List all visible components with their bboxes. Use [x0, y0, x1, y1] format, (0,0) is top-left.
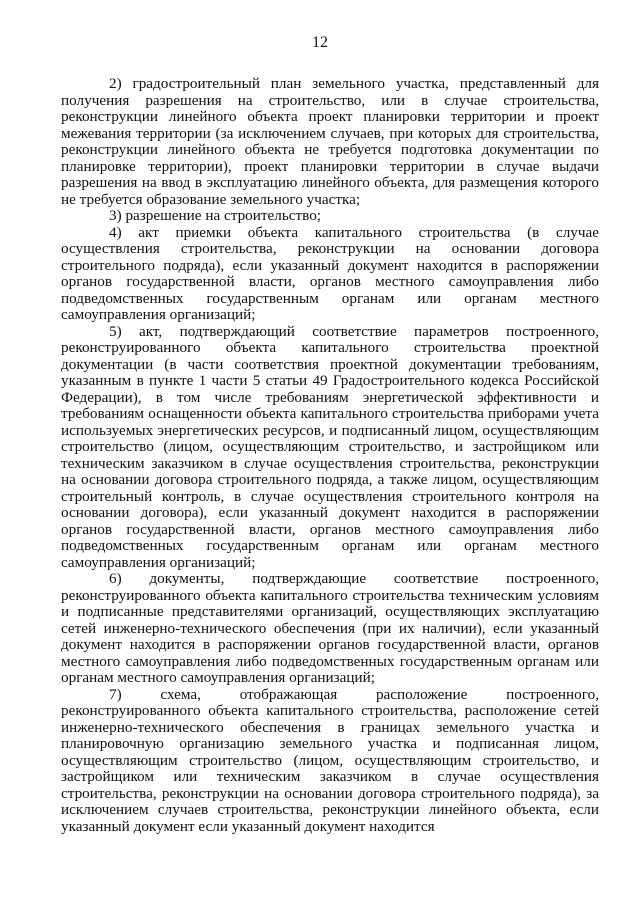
paragraph-item-7: 7) схема, отображающая расположение построенного, реконструированного объекта капитального строительства, расположение сетей инженерно-технического обеспечения в границах земельного участка и планировочную организацию земельного участка и подписанная лицом, осуществляющим строительство (лицом, осуществляющим строительство, и застройщиком или техническим заказчиком в случае осуществления строительства, реконструкции на основании договора строительного подряда), за исключением случаев строительства, реконструкции линейного объекта, если указанный документ если указанный документ находится: [61, 685, 599, 835]
page-number: 12: [312, 34, 328, 51]
paragraph-item-6: 6) документы, подтверждающие соответствие построенного, реконструированного объекта капитального строительства техническим условиям и подписанные представителями организаций, осуществляющих эксплуатацию сетей инженерно-технического обеспечения (при их наличии), если указанный документ находится в распоряжении органов государственной власти, органов местного самоуправления либо подведомственных государственным органам или органам местного самоуправления организаций;: [61, 570, 599, 686]
paragraph-item-3: 3) разрешение на строительство;: [109, 207, 322, 224]
document-body: [61, 76, 599, 835]
paragraph-item-2: 2) градостроительный план земельного участка, представленный для получения разрешения на строительство, или в случае строительства, реконструкции линейного объекта проект планировки территории и проект межевания территории (за исключением случаев, при которых для строительства, реконструкции линейного объекта не требуется подготовка документации по планировке территории), проект планировки территории в случае выдачи разрешения на ввод в эксплуатацию линейного объекта, для размещения которого не требуется образование земельного участка;: [61, 75, 599, 208]
paragraph-item-5: 5) акт, подтверждающий соответствие параметров построенного, реконструированного объекта капитального строительства проектной документации (в части соответствия проектной документации требованиям, указанным в пункте 1 части 5 статьи 49 Градостроительного кодекса Российской Федерации), в том числе требованиям энергетической эффективности и требованиям оснащенности объекта капитального строительства приборами учета используемых энергетических ресурсов, и подписанный лицом, осуществляющим строительство (лицом, осуществляющим строительство, и застройщиком или техническим заказчиком в случае осуществления строительства, реконструкции на основании договора строительного подряда, а также лицом, осуществляющим строительный контроль, в случае осуществления строительного контроля на основании договора), если указанный документ находится в распоряжении органов государственной власти, органов местного самоуправления либо подведомственных государственным органам или органам местного самоуправления организаций;: [61, 322, 599, 571]
paragraph-item-4: 4) акт приемки объекта капитального строительства (в случае осуществления строительства, реконструкции на основании договора строительного подряда), если указанный документ находится в распоряжении органов государственной власти, органов местного самоуправления либо подведомственных государственным органам или органам местного самоуправления организаций;: [61, 223, 599, 323]
